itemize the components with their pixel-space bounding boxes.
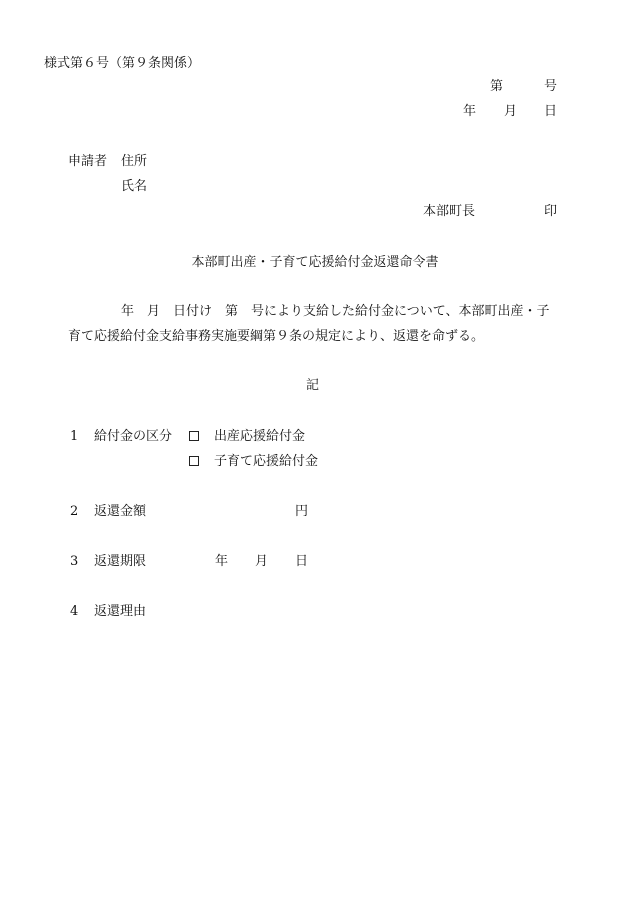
item-4-label: 返還理由 [94, 604, 147, 619]
document-number-prefix: 第 [490, 79, 504, 94]
item-2-label: 返還金額 [94, 504, 147, 519]
checkbox-childcare-support[interactable] [189, 456, 199, 466]
deadline-day-label: 日 [295, 554, 309, 569]
seal-mark: 印 [544, 204, 558, 219]
applicant-label: 申請者 [68, 154, 108, 169]
date-month-label: 月 [504, 104, 518, 119]
checkbox-birth-support[interactable] [189, 431, 199, 441]
item-3-number: 3 [70, 554, 79, 569]
body-line-2: 育て応援給付金支給事務実施要綱第９条の規定により、返還を命ずる。 [68, 329, 485, 344]
body-line-1: 年 月 日付け 第 号により支給した給付金について、本部町出産・子 [121, 304, 550, 319]
option-childcare-support: 子育て応援給付金 [214, 454, 319, 469]
item-1-label: 給付金の区分 [94, 429, 173, 444]
form-number: 様式第６号（第９条関係） [44, 56, 201, 71]
deadline-year-label: 年 [215, 554, 229, 569]
item-4-number: 4 [70, 604, 79, 619]
document-title: 本部町出産・子育て応援給付金返還命令書 [191, 255, 439, 270]
date-day-label: 日 [544, 104, 558, 119]
issuer-title: 本部町長 [423, 204, 476, 219]
item-3-label: 返還期限 [94, 554, 147, 569]
amount-unit: 円 [295, 504, 309, 519]
address-label: 住所 [121, 154, 148, 169]
name-label: 氏名 [121, 179, 148, 194]
deadline-month-label: 月 [255, 554, 269, 569]
ki-heading: 記 [306, 378, 320, 393]
item-1-number: 1 [70, 429, 79, 444]
option-birth-support: 出産応援給付金 [214, 429, 306, 444]
date-year-label: 年 [463, 104, 477, 119]
item-2-number: 2 [70, 504, 79, 519]
document-number-suffix: 号 [544, 79, 558, 94]
